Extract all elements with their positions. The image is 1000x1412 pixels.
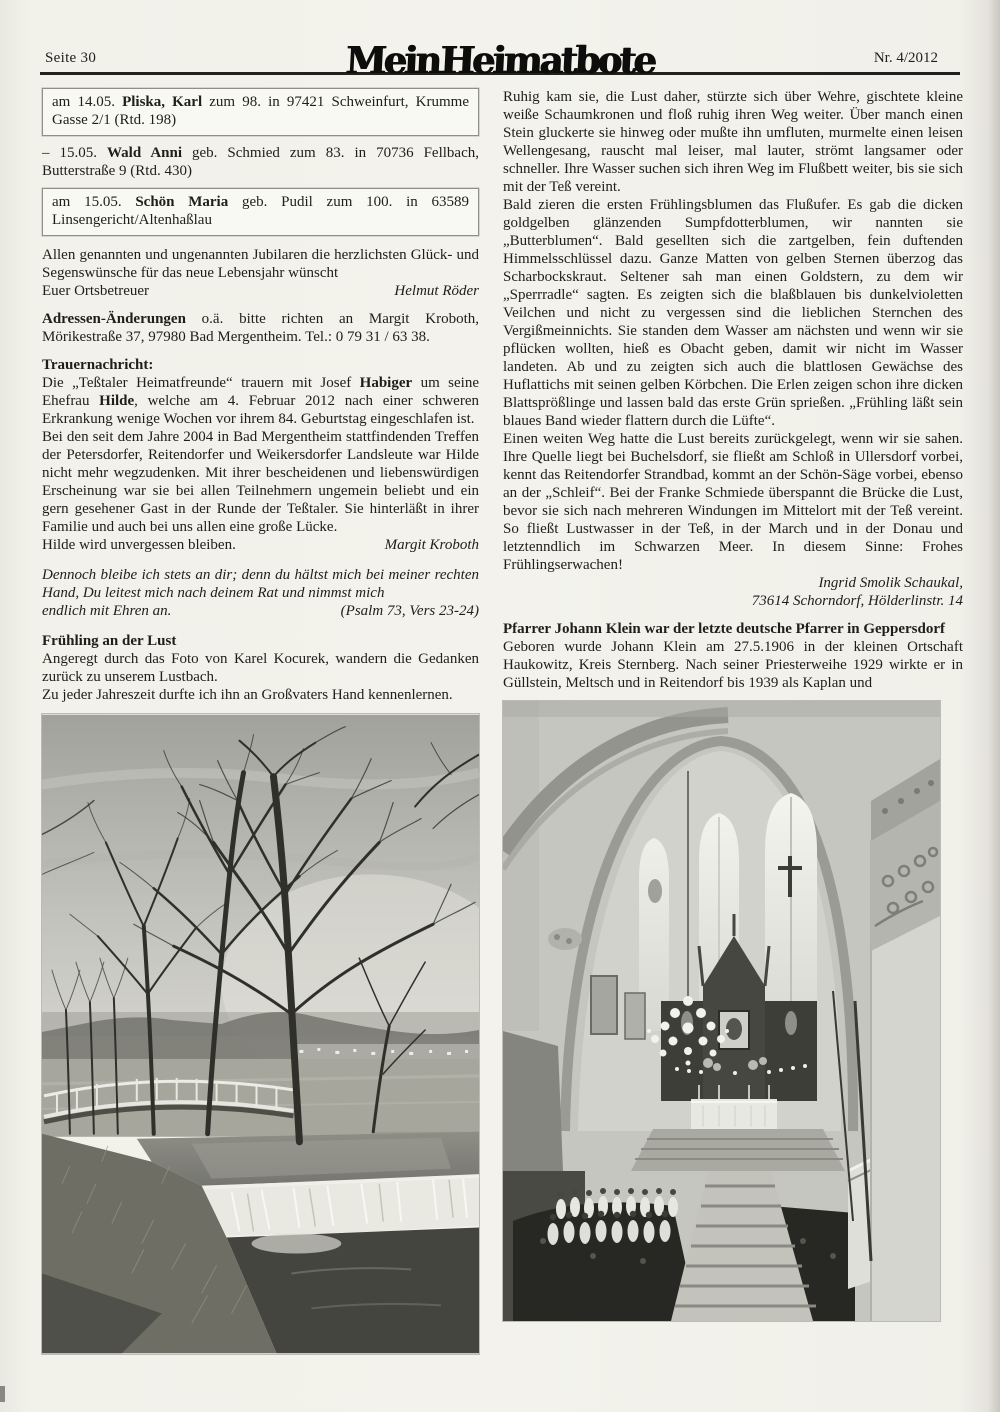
psalm-reference-line [42, 602, 479, 620]
address-change-note: Adressen-Änderungen o.ä. bitte richten an Margit Kroboth, Mörikestraße 37, 97980 Bad Mergentheim. Tel.: 0 79 31 / 63 38. [42, 311, 479, 345]
jubilee-entry-box-3 [42, 188, 479, 236]
obituary-paragraph-1: Die „Teßtaler Heimatfreunde“ trauern mit Josef Habiger um seine Ehefrau Hilde, welche am 4. Februar 2012 nach einer schweren Erkrankung wenige Wochen vor ihrem 84. Geburtstag eingeschlafen ist. [42, 375, 479, 427]
scan-artifact [0, 1386, 5, 1402]
lust-river-paragraph-1: Ruhig kam sie, die Lust daher, stürzte sich über Wehre, gischtete kleine weiße Schaumkronen und floß ruhig ihren Weg weiter. Über manch einen Stein gluckerte sie hinweg oder mußte ihn umfluten, murmelte einen leisen Wellengesang, rauscht mal leiser, mal lauter, strömt langsamer oder schneller. Ihre Wasser suchen sich ihren Weg im Flußbett weiter, bis sie sich mit der Teß vereint. [503, 89, 963, 195]
lust-river-paragraph-3: Einen weiten Weg hatte die Lust bereits zurückgelegt, wenn wir sie sahen. Ihre Quelle liegt bei Buchelsdorf, sie fließt am Schloß in Ullersdorf vorbei, kennt das Reitendorfer Strandbad, kommt an der Schön-Säge vorbei, ebenso an der „Schleif“. Bei der Franke Schmiede überspannt die Brücke die Lust, bevor sie sich nach mehreren Windungen im Mittelort mit der Teß vereint. So fließt Lustwasser in der Teß, in der March und in der Donau und letztenndlich im Schwarzen Meer. In diesem Sinne: Frohes Frühlingserwachen! [503, 431, 963, 573]
obituary-last-line: Hilde wird unvergessen bleiben. [42, 537, 236, 553]
page-header [40, 28, 960, 82]
author-signature-address: 73614 Schorndorf, Hölderlinstr. 14 [751, 593, 963, 609]
lustbach-photo [42, 714, 479, 1354]
psalm-last-words: endlich mit Ehren an. [42, 603, 172, 619]
obituary-heading: Trauernachricht: [42, 357, 154, 373]
margit-kroboth-signature: Margit Kroboth [384, 537, 479, 553]
helmut-roeder-signature: Helmut Röder [394, 283, 479, 299]
jubilee-entry-3: am 15.05. Schön Maria geb. Pudil zum 100. in 63589 Linsengericht/Altenhaßlau [52, 194, 470, 228]
spring-paragraph-1: Angeregt durch das Foto von Karel Kocurek, wandern die Gedanken zurück zu unserem Lustbach. [42, 651, 479, 685]
left-column [42, 88, 479, 1354]
issue-number: Nr. 4/2012 [873, 50, 938, 66]
jubilee-entry-2: – 15.05. Wald Anni geb. Schmied zum 83. in 70736 Fellbach, Butterstraße 9 (Rtd. 430) [42, 145, 479, 179]
ortsbetreuer-line [42, 282, 479, 300]
page-number: Seite 30 [45, 50, 97, 66]
jubilee-entry-1: am 14.05. Pliska, Karl zum 98. in 97421 Schweinfurt, Krumme Gasse 2/1 (Rtd. 198) [52, 94, 469, 128]
congratulations-text: Allen genannten und ungenannten Jubilaren die herzlichsten Glück- und Segenswünsche für das neue Lebensjahr wünscht [42, 247, 479, 281]
spring-paragraph-2: Zu jeder Jahreszeit durfte ich ihn an Großvaters Hand kennenlernen. [42, 687, 453, 703]
obituary-signature-line [42, 536, 479, 554]
pfarrer-article-heading: Pfarrer Johann Klein war der letzte deutsche Pfarrer in Geppersdorf [503, 621, 946, 637]
masthead: Mein Heimatbote [344, 38, 656, 82]
author-signature-name: Ingrid Smolik Schaukal, [818, 575, 963, 591]
psalm-reference: (Psalm 73, Vers 23-24) [340, 603, 479, 619]
ortsbetreuer-label: Euer Ortsbetreuer [42, 283, 150, 299]
pfarrer-paragraph: Geboren wurde Johann Klein am 27.5.1906 in der kleinen Ortschaft Haukowitz, Kreis Sternberg. Nach seiner Priesterweihe 1929 wirkte er in Güllstein, Meltsch und in Reitendorf bis 1939 als Kaplan und [503, 639, 963, 691]
spring-article-heading: Frühling an der Lust [42, 633, 177, 649]
church-photo [503, 701, 963, 1321]
author-signature [503, 574, 963, 610]
scan-edge-shadow [988, 0, 1000, 1412]
right-column [503, 88, 963, 1321]
psalm-quote: Dennoch bleibe ich stets an dir; denn du hältst mich bei meiner rechten Hand, Du leitest mich nach deinem Rat und nimmst mich [42, 567, 479, 601]
lust-river-paragraph-2: Bald zieren die ersten Frühlingsblumen das Flußufer. Es gab die dicken goldgelben glänzenden Sumpfdotterblumen, wir nannten sie „Butterblumen“. Bald gesellten sich die zartgelben, fein duftenden Himmelsschlüssel dazu. Ganze Matten von gelben Sternen überzog das Scharbockskraut. Seltener sah man einen Goldstern, zu dem wir „Sperrradle“ sagten. Es zeigten sich die blaßblauen bis dunkelvioletten Veilchen und nicht zu vergessen sind die lieblichen Sternchen des Vergißmeinnichts. Sie standen dem Wasser am nächsten und wenn wir sie pflücken wollten, hieß es Obacht geben, damit wir nicht im Wasser landeten. Ab und zu zeigten sich auch die blattlosen Gewächse des Huflattichs mit seinen gelben Körbchen. Die Erlen zeigen schon ihre dicken Blattsprößlinge und lassen bald das erste Grün sprießen. „Frühling läßt sein blaues Band wieder flattern durch die Lüfte“. [503, 197, 963, 429]
jubilee-entry-box-1 [42, 88, 479, 136]
obituary-paragraph-2: Bei den seit dem Jahre 2004 in Bad Mergentheim stattfindenden Treffen der Petersdorfer, Reitendorfer und Weikersdorfer Landsleute war Hilde nicht mehr wegzudenken. Mit ihrer bescheidenen und liebenswürdigen Erscheinung war sie bei allen Teilnehmern ungemein beliebt und ein gern gesehener Gast in der Runde der Teßtaler. Sie hinterläßt in ihrer Familie und auch bei uns allen eine große Lücke. [42, 429, 479, 535]
